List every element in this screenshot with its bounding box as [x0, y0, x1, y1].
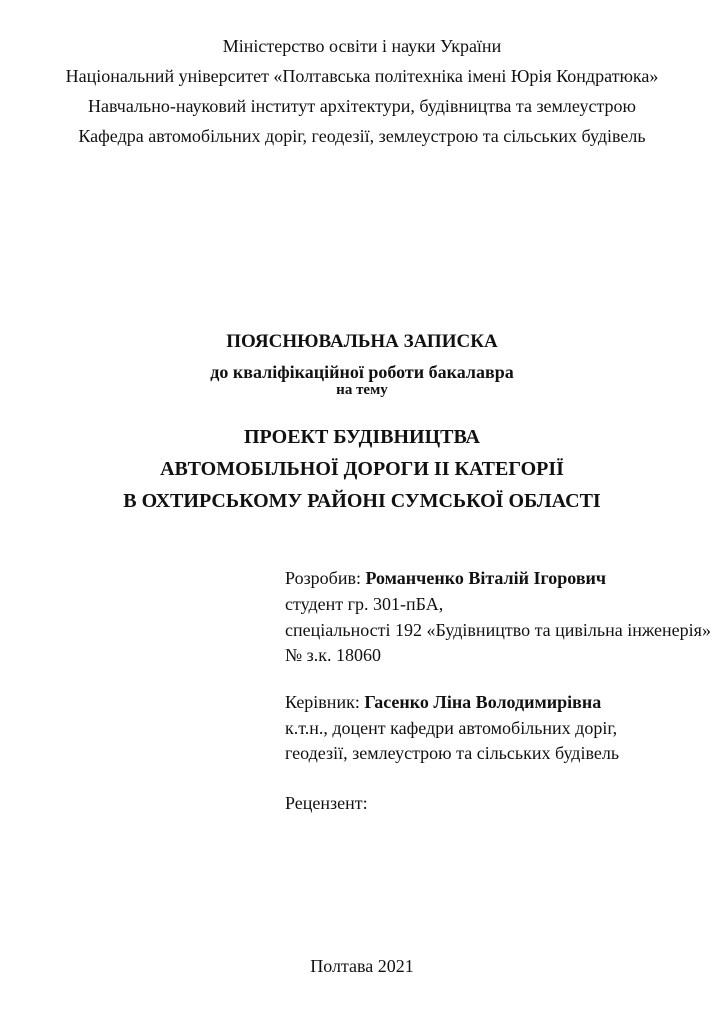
topic-line-1: ПРОЕКТ БУДІВНИЦТВА: [244, 426, 480, 448]
university-line: Національний університет «Полтавська політехніка імені Юрія Кондратюка»: [65, 66, 659, 86]
author-specialty: спеціальності 192 «Будівництво та цивільна інженерія»: [285, 620, 711, 640]
reviewer-label: Рецензент:: [285, 793, 368, 813]
author-name: Романченко Віталій Ігорович: [365, 568, 607, 588]
author-line: [285, 568, 606, 588]
author-group: студент гр. 301-пБА,: [285, 594, 444, 614]
topic-line-3: В ОХТИРСЬКОМУ РАЙОНІ СУМСЬКОЇ ОБЛАСТІ: [123, 490, 601, 512]
author-label: Розробив:: [285, 568, 366, 588]
supervisor-position-1: к.т.н., доцент кафедри автомобільних доріг,: [285, 718, 618, 738]
ministry-line: Міністерство освіти і науки України: [222, 36, 502, 56]
institute-line: Навчально-науковий інститут архітектури, будівництва та землеустрою: [88, 96, 636, 116]
department-line: Кафедра автомобільних доріг, геодезії, землеустрою та сільських будівель: [78, 126, 646, 146]
work-type-line: до кваліфікаційної роботи бакалавра: [210, 362, 514, 382]
topic-line-2: АВТОМОБІЛЬНОЇ ДОРОГИ ІІ КАТЕГОРІЇ: [160, 458, 564, 480]
supervisor-line: [285, 692, 601, 712]
document-type-heading: ПОЯСНЮВАЛЬНА ЗАПИСКА: [226, 331, 498, 352]
city-year: Полтава 2021: [310, 956, 414, 976]
supervisor-name: Гасенко Ліна Володимирівна: [364, 692, 602, 712]
supervisor-position-2: геодезії, землеустрою та сільських будівель: [285, 743, 620, 763]
supervisor-label: Керівник:: [285, 692, 365, 712]
topic-label: на тему: [336, 382, 388, 398]
author-record-book: № з.к. 18060: [285, 645, 382, 665]
